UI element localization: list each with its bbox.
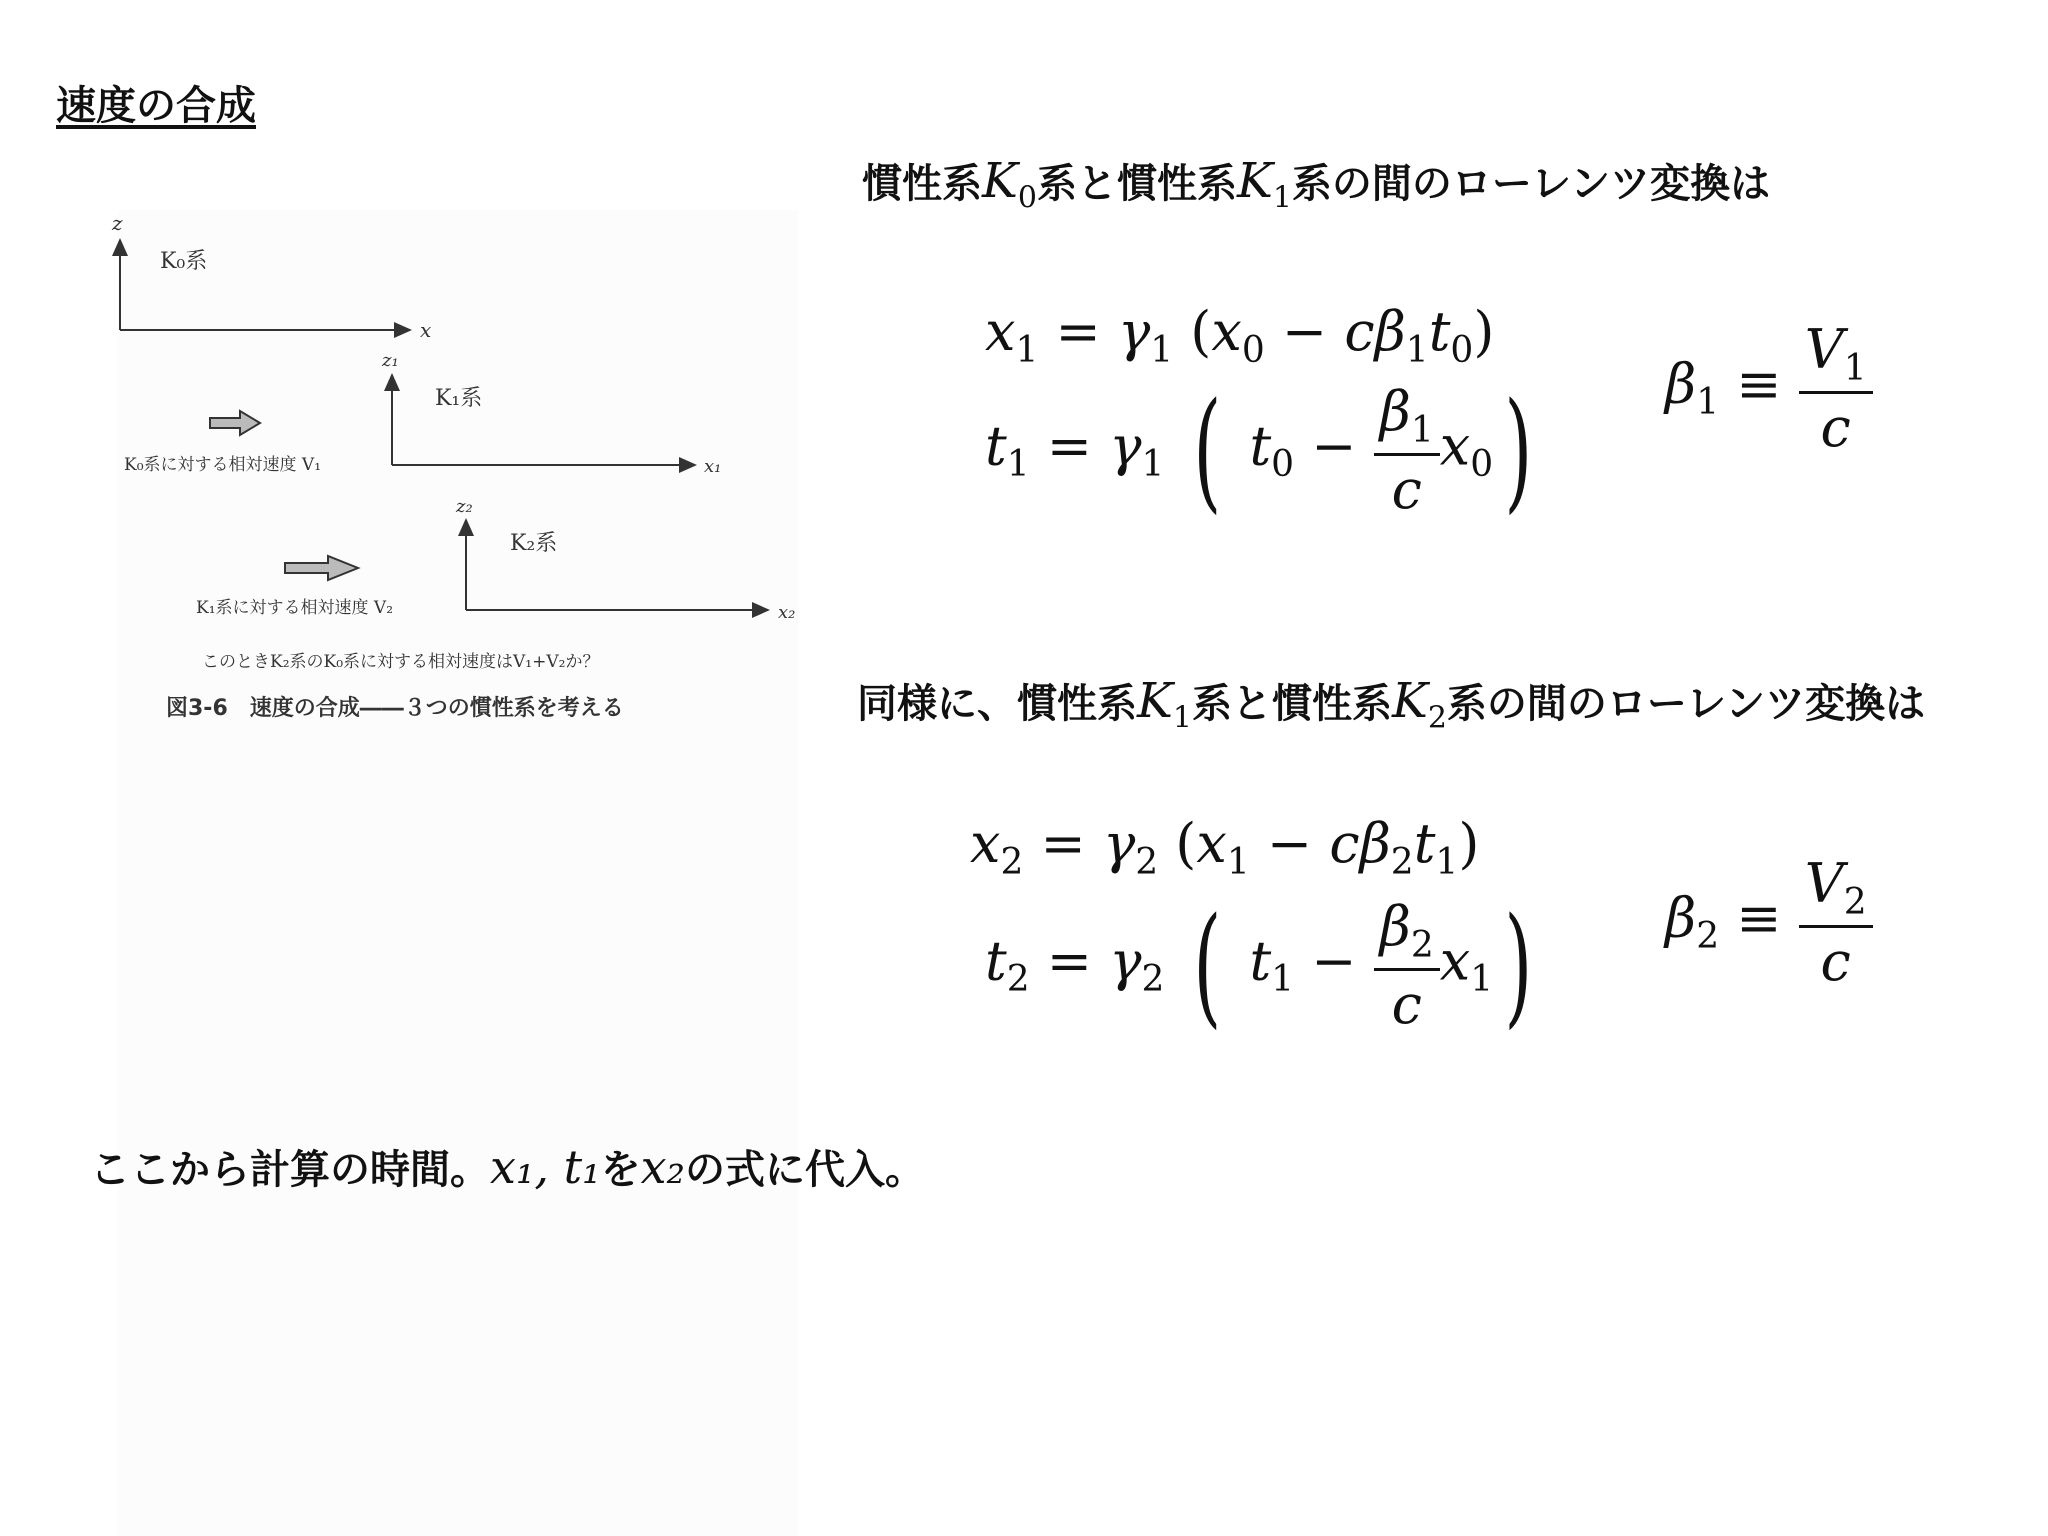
k2-z-label: z₂ <box>456 496 473 517</box>
target-variable: x₂ <box>640 1140 685 1194</box>
frame-k2-symbol: $K_2$ <box>1391 673 1447 736</box>
k2-frame-label: K₂系 <box>510 531 558 556</box>
k2-x-label: x₂ <box>778 602 796 623</box>
eq-beta1-definition: $\beta_1$ ≡ $\frac{V_1}{c}$ <box>1665 318 1873 459</box>
page-title: 速度の合成 <box>56 83 256 129</box>
k1-x-label: x₁ <box>704 456 722 477</box>
velocity-arrow-1 <box>210 411 260 435</box>
section2-heading: 同様に、慣性系$K_1$系と慣性系$K_2$系の間のローレンツ変換は <box>857 673 1926 736</box>
eq-x1-transform: $x_1 = \gamma_1$ $(x_0 - c\beta_1t_0)$ <box>985 300 1495 371</box>
eq-beta2-definition: $\beta_2$ ≡ $\frac{V_2}{c}$ <box>1665 852 1873 993</box>
frame-k1-symbol-2: $K_1$ <box>1137 673 1192 736</box>
k0-x-label: x <box>420 318 432 342</box>
frame-k0-symbol: $K_0$ <box>982 153 1037 216</box>
eq-t2-transform: $t_2 = \gamma_2$ ( $t_1$ − $\frac{\beta_2}{c}$ $x_1$) <box>985 889 1533 1042</box>
velocity-composition-figure <box>100 200 820 740</box>
k1-frame-label: K₁系 <box>435 386 483 411</box>
eq-t1-transform: $t_1 = \gamma_1$ ( $t_0$ − $\frac{\beta_1}{c}$ $x_0$) <box>985 374 1533 527</box>
k2-velocity-label: K₁系に対する相対速度 V₂ <box>196 598 394 618</box>
closing-note: ここから計算の時間。x₁, t₁をx₂の式に代入。 <box>90 1140 925 1194</box>
k0-frame-label: K₀系 <box>160 249 208 274</box>
eq-x2-transform: $x_2 = \gamma_2$ $(x_1 - c\beta_2t_1)$ <box>970 812 1480 883</box>
frame-k1-symbol: $K_1$ <box>1236 153 1292 216</box>
section1-heading: 慣性系$K_0$系と慣性系$K_1$系の間のローレンツ変換は <box>862 153 1771 216</box>
k1-z-label: z₁ <box>382 350 399 371</box>
k0-z-label: z <box>112 211 123 235</box>
substituted-variables: x₁, t₁ <box>490 1140 601 1194</box>
k1-velocity-label: K₀系に対する相対速度 V₁ <box>124 455 322 475</box>
figure-question: このときK₂系のK₀系に対する相対速度はV₁+V₂か？ <box>202 652 600 672</box>
figure-caption: 図3-6 速度の合成――３つの慣性系を考える <box>166 696 624 721</box>
velocity-arrow-2 <box>285 556 358 580</box>
